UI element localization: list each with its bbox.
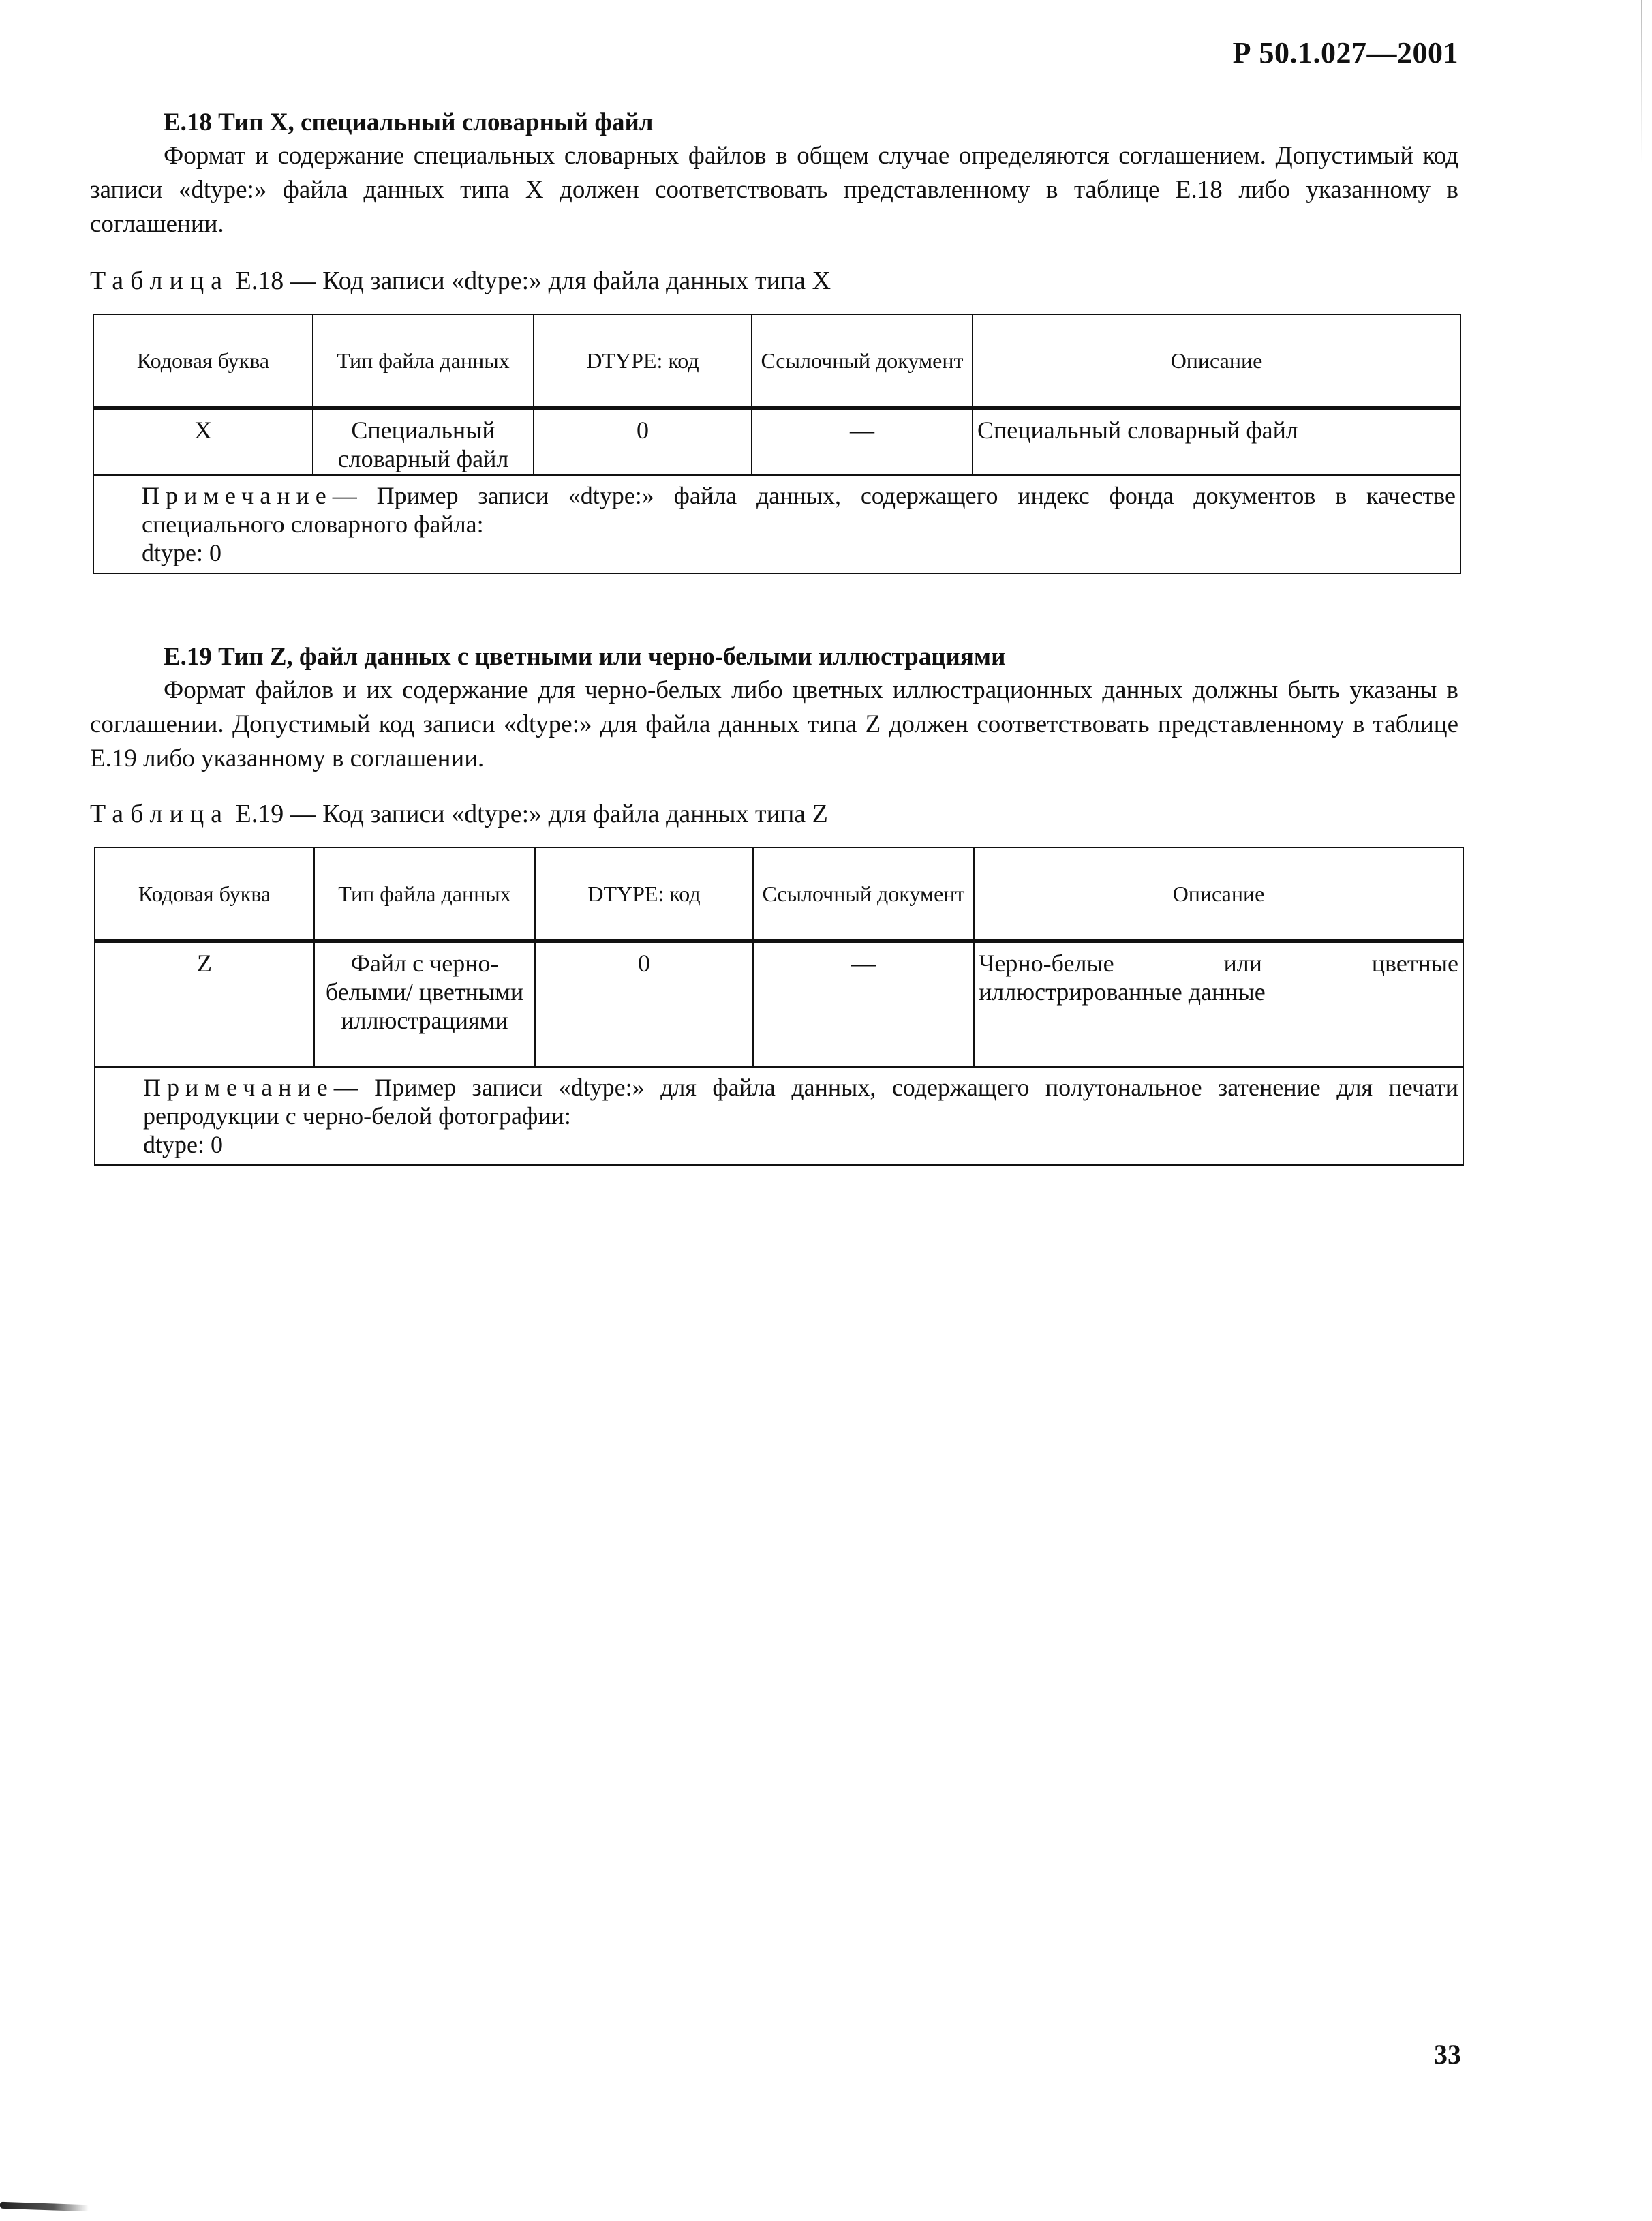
table-e19-letter: Z: [95, 941, 314, 1067]
table-e18-note-body: [98, 481, 1456, 539]
table-e19-header-cell: Тип файла данных: [314, 847, 535, 941]
table-e19-note-body: [100, 1073, 1458, 1130]
table-row: [95, 941, 1463, 1067]
table-e18-header-cell: Описание: [973, 314, 1460, 408]
table-e18-description: Специальный словарный файл: [973, 408, 1460, 475]
table-e18-note-example: dtype: 0: [142, 539, 221, 566]
table-e19-dtype-code: 0: [535, 941, 753, 1067]
table-e19-note-word: Примечание: [143, 1074, 334, 1101]
table-e19-header-cell: Кодовая буква: [95, 847, 314, 941]
table-e18-header-cell: Кодовая буква: [93, 314, 313, 408]
section-e18-paragraph: [90, 139, 1458, 241]
table-row: [93, 408, 1460, 475]
table-e19-header-cell: DTYPE: код: [535, 847, 753, 941]
scan-mark-artifact: [0, 2202, 89, 2212]
table-e18-header-cell: Тип файла данных: [313, 314, 534, 408]
table-e19-file-type: Файл с черно-белыми/ цветными иллюстрациями: [314, 941, 535, 1067]
table-e18-note-row: [93, 475, 1460, 573]
table-e19-reference: —: [753, 941, 974, 1067]
section-e19-paragraph-text: Формат файлов и их содержание для черно-белых либо цветных иллюстрационных данных должны быть указаны в соглашении. Допустимый код записи «dtype:» для файла данных типа Z должен соответствовать представленному в таблице Е.19 либо указанному в соглашении.: [90, 676, 1458, 772]
table-e18-caption-text: Е.18 — Код записи «dtype:» для файла данных типа X: [235, 267, 831, 295]
table-e18-header-row: [93, 314, 1460, 408]
table-e18-header-cell: Ссылочный документ: [752, 314, 973, 408]
section-e18-paragraph-text: Формат и содержание специальных словарных файлов в общем случае определяются соглашением. Допустимый код записи «dtype:» файла данных типа X должен соответствовать представленному в таблице Е.18 либо указанному в соглашении.: [90, 142, 1458, 238]
table-e19-caption-word: Таблица: [90, 800, 230, 828]
table-e18-reference: —: [752, 408, 973, 475]
table-e18-letter: X: [93, 408, 313, 475]
table-e18-caption: [90, 266, 831, 296]
table-e18-caption-word: Таблица: [90, 267, 230, 295]
table-e18-header-cell: DTYPE: код: [534, 314, 752, 408]
table-e18-note-word: Примечание: [142, 482, 333, 509]
section-e18-heading: Е.18 Тип X, специальный словарный файл: [164, 108, 654, 136]
table-e19-caption-text: Е.19 — Код записи «dtype:» для файла данных типа Z: [235, 800, 828, 828]
page-number: 33: [1434, 2039, 1461, 2070]
table-e18-dtype-code: 0: [534, 408, 752, 475]
table-e19-header-cell: Описание: [974, 847, 1463, 941]
table-e19-caption: [90, 799, 828, 829]
table-e19-note-text: — Пример записи «dtype:» для файла данных, содержащего полутональное затенение для печати репродукции с черно-белой фотографии:: [143, 1074, 1458, 1130]
document-code: Р 50.1.027—2001: [1232, 36, 1458, 70]
table-e18-file-type: Специальный словарный файл: [313, 408, 534, 475]
table-e19-note-row: [95, 1067, 1463, 1165]
section-e19-heading: Е.19 Тип Z, файл данных с цветными или черно-белыми иллюстрациями: [164, 643, 1006, 671]
table-e18-note: [93, 475, 1460, 573]
table-e19-note: [95, 1067, 1463, 1165]
table-e19-note-example: dtype: 0: [143, 1131, 223, 1158]
table-e19-header-row: [95, 847, 1463, 941]
table-e19-description: Черно-белые или цветные иллюстрированные данные: [974, 941, 1463, 1067]
table-e18-note-text: — Пример записи «dtype:» файла данных, содержащего индекс фонда документов в качестве специального словарного файла:: [142, 482, 1456, 538]
table-e18: [93, 314, 1461, 574]
scan-edge-artifact: [1641, 0, 1642, 164]
table-e19: [94, 847, 1464, 1166]
section-e19-paragraph: [90, 674, 1458, 776]
table-e19-header-cell: Ссылочный документ: [753, 847, 974, 941]
